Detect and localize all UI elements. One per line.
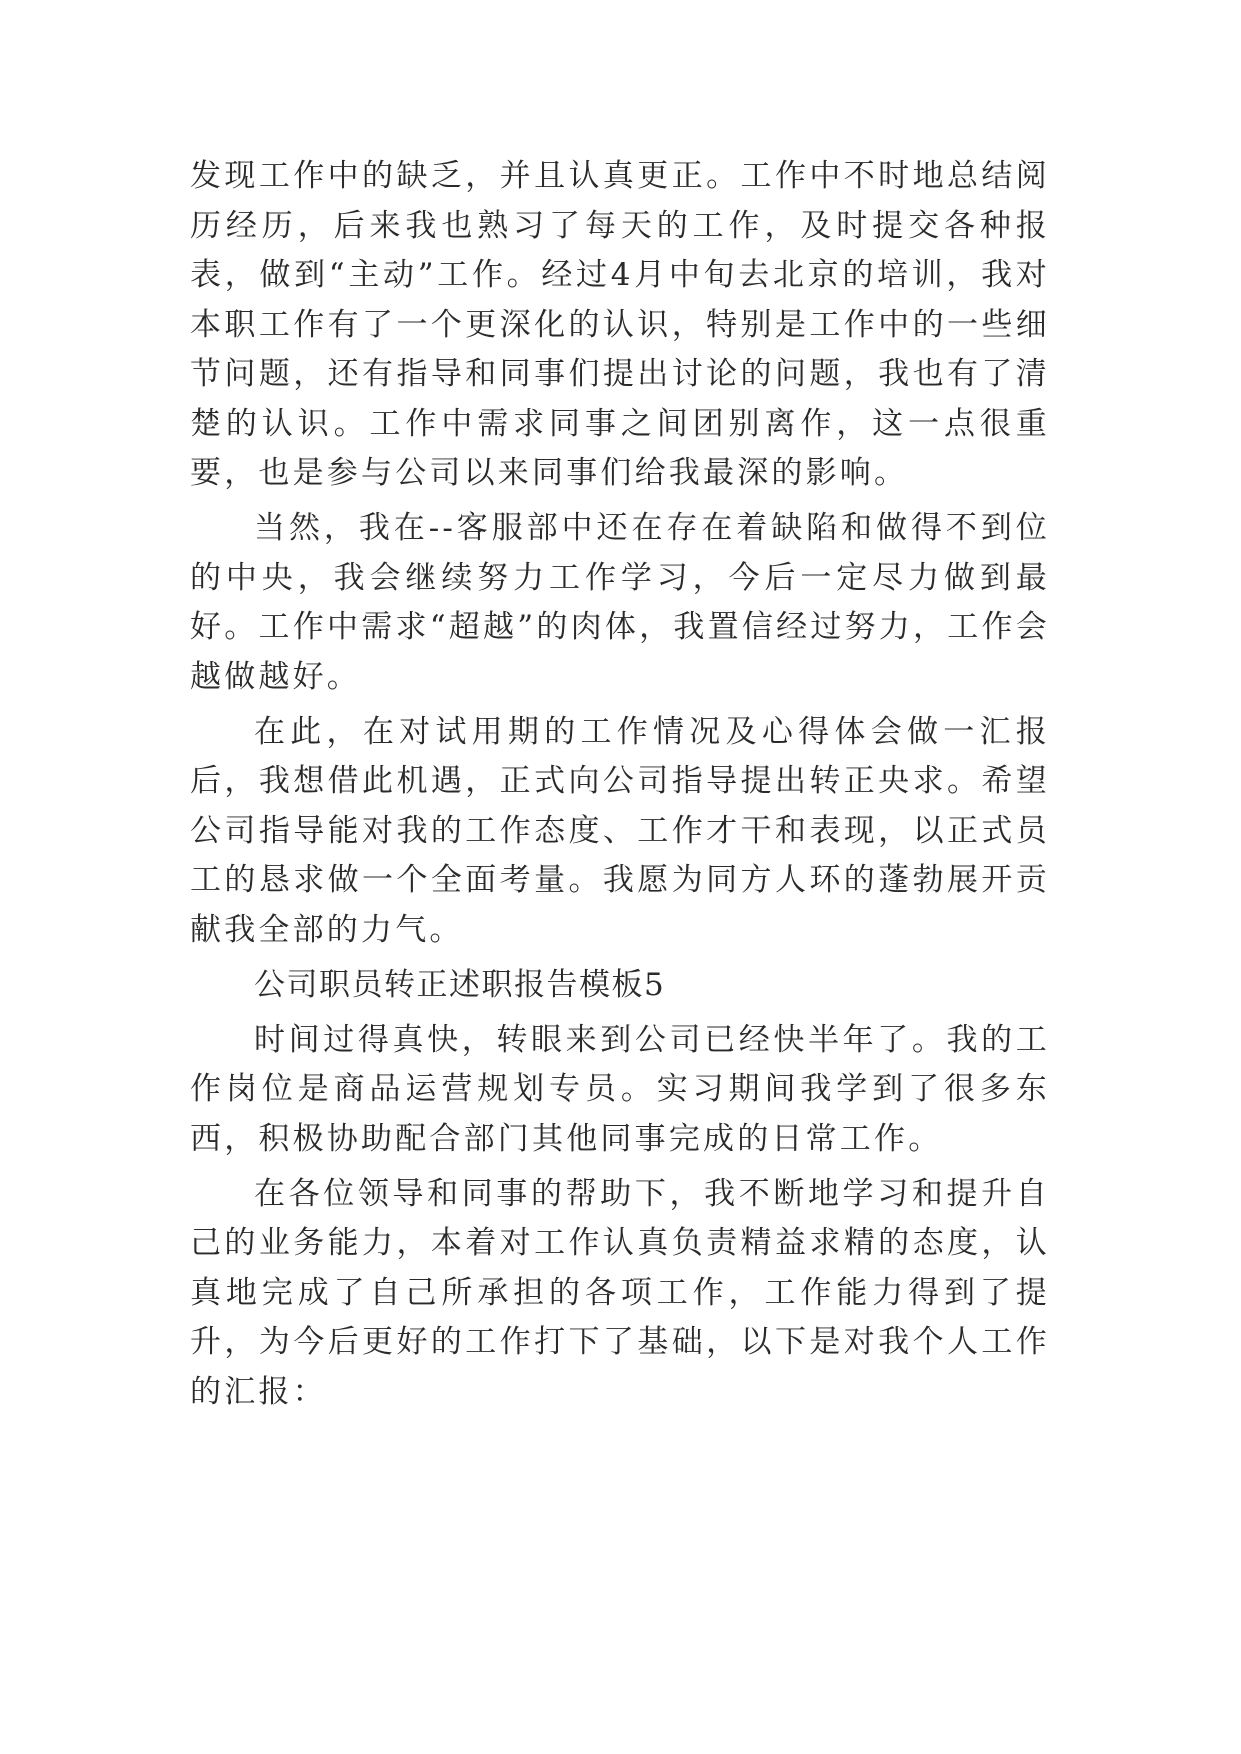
paragraph-3: 在此，在对试用期的工作情况及心得体会做一汇报后，我想借此机遇，正式向公司指导提出转正央求。希望公司指导能对我的工作态度、工作才干和表现，以正式员工的恳求做一个全面考量。我愿为同方人环的蓬勃展开贡献我全部的力气。	[190, 713, 1050, 948]
paragraph-4: 时间过得真快，转眼来到公司已经快半年了。我的工作岗位是商品运营规划专员。实习期间我学到了很多东西，积极协助配合部门其他同事完成的日常工作。	[190, 1021, 1050, 1157]
section-heading: 公司职员转正述职报告模板5	[254, 966, 666, 1003]
paragraph-1: 发现工作中的缺乏，并且认真更正。工作中不时地总结阅历经历，后来我也熟习了每天的工作，及时提交各种报表，做到“主动”工作。经过4月中旬去北京的培训，我对本职工作有了一个更深化的认识，特别是工作中的一些细节问题，还有指导和同事们提出讨论的问题，我也有了清楚的认识。工作中需求同事之间团别离作，这一点很重要，也是参与公司以来同事们给我最深的影响。	[190, 158, 1050, 491]
paragraph-5: 在各位领导和同事的帮助下，我不断地学习和提升自己的业务能力，本着对工作认真负责精益求精的态度，认真地完成了自己所承担的各项工作，工作能力得到了提升，为今后更好的工作打下了基础，以下是对我个人工作的汇报：	[190, 1175, 1050, 1410]
paragraph-2: 当然，我在--客服部中还在存在着缺陷和做得不到位的中央，我会继续努力工作学习，今后一定尽力做到最好。工作中需求“超越”的肉体，我置信经过努力，工作会越做越好。	[190, 510, 1050, 695]
document-body	[190, 152, 1050, 1423]
